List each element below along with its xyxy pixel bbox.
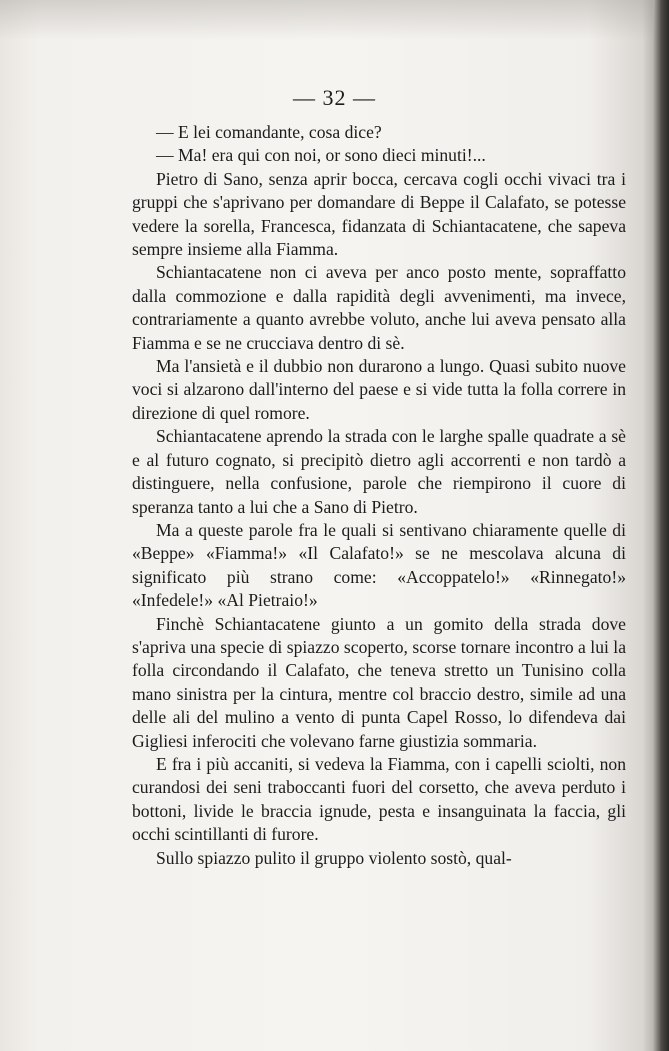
paragraph-7: Ma a queste parole fra le quali si sentivano chiaramente quelle di «Beppe» «Fiamma!» «Il Calafato!» se ne mescolava alcuna di significato più strano come: «Accoppatelo!» «Rinnegato!» «Infedele!» «Al Pietraio!» <box>132 519 626 611</box>
paragraph-2: — Ma! era qui con noi, or sono dieci minuti!... <box>156 145 486 166</box>
paragraph-8: Finchè Schiantacatene giunto a un gomito della strada dove s'apriva una specie di spiazzo scoperto, scorse tornare incontro a lui la folla circondando il Calafato, che teneva stretto un Tunisino colla mano sinistra per la cintura, mentre col braccio destro, simile ad una delle ali del mulino a vento di punta Capel Rosso, lo difendeva dai Gigliesi inferociti che volevano farne giustizia sommaria. <box>132 613 626 751</box>
paragraph-1: — E lei comandante, cosa dice? <box>156 122 382 142</box>
page-number: — 32 — <box>293 85 376 110</box>
paragraph-3: Pietro di Sano, senza aprir bocca, cercava cogli occhi vivaci tra i gruppi che s'aprivano per domandare di Beppe il Calafato, se potesse vedere la sorella, Francesca, fidanzata di Schiantacatene, che sapeva sempre insieme alla Fiamma. <box>132 168 626 260</box>
paragraph-10: Sullo spiazzo pulito il gruppo violento sostò, qual- <box>156 847 512 868</box>
paragraph-5: Ma l'ansietà e il dubbio non durarono a lungo. Quasi subito nuove voci si alzarono dall'interno del paese e si vide tutta la folla correre in direzione di quel romore. <box>132 356 626 423</box>
paragraph-9: E fra i più accaniti, si vedeva la Fiamma, con i capelli sciolti, non curandosi dei seni traboccanti fuori del corsetto, che aveva perduto i bottoni, livide le braccia ignude, pesta e insanguinata la faccia, gli occhi scintillanti di furore. <box>132 753 626 845</box>
page-binding-edge <box>653 0 669 1051</box>
paragraph-4: Schiantacatene non ci aveva per anco posto mente, sopraffatto dalla commozione e dalla rapidità degli avvenimenti, ma invece, contrariamente a quanto avrebbe voluto, anche lui aveva pensato alla Fiamma e se ne crucciava dentro di sè. <box>132 262 626 353</box>
paragraph-6: Schiantacatene aprendo la strada con le larghe spalle quadrate a sè e al futuro cognato, si precipitò dietro agli accorrenti e non tardò a distinguere, nella confusione, parole che riempirono il cuore di speranza tanto a lui che a Sano di Pietro. <box>132 426 626 517</box>
body-text <box>132 121 626 870</box>
